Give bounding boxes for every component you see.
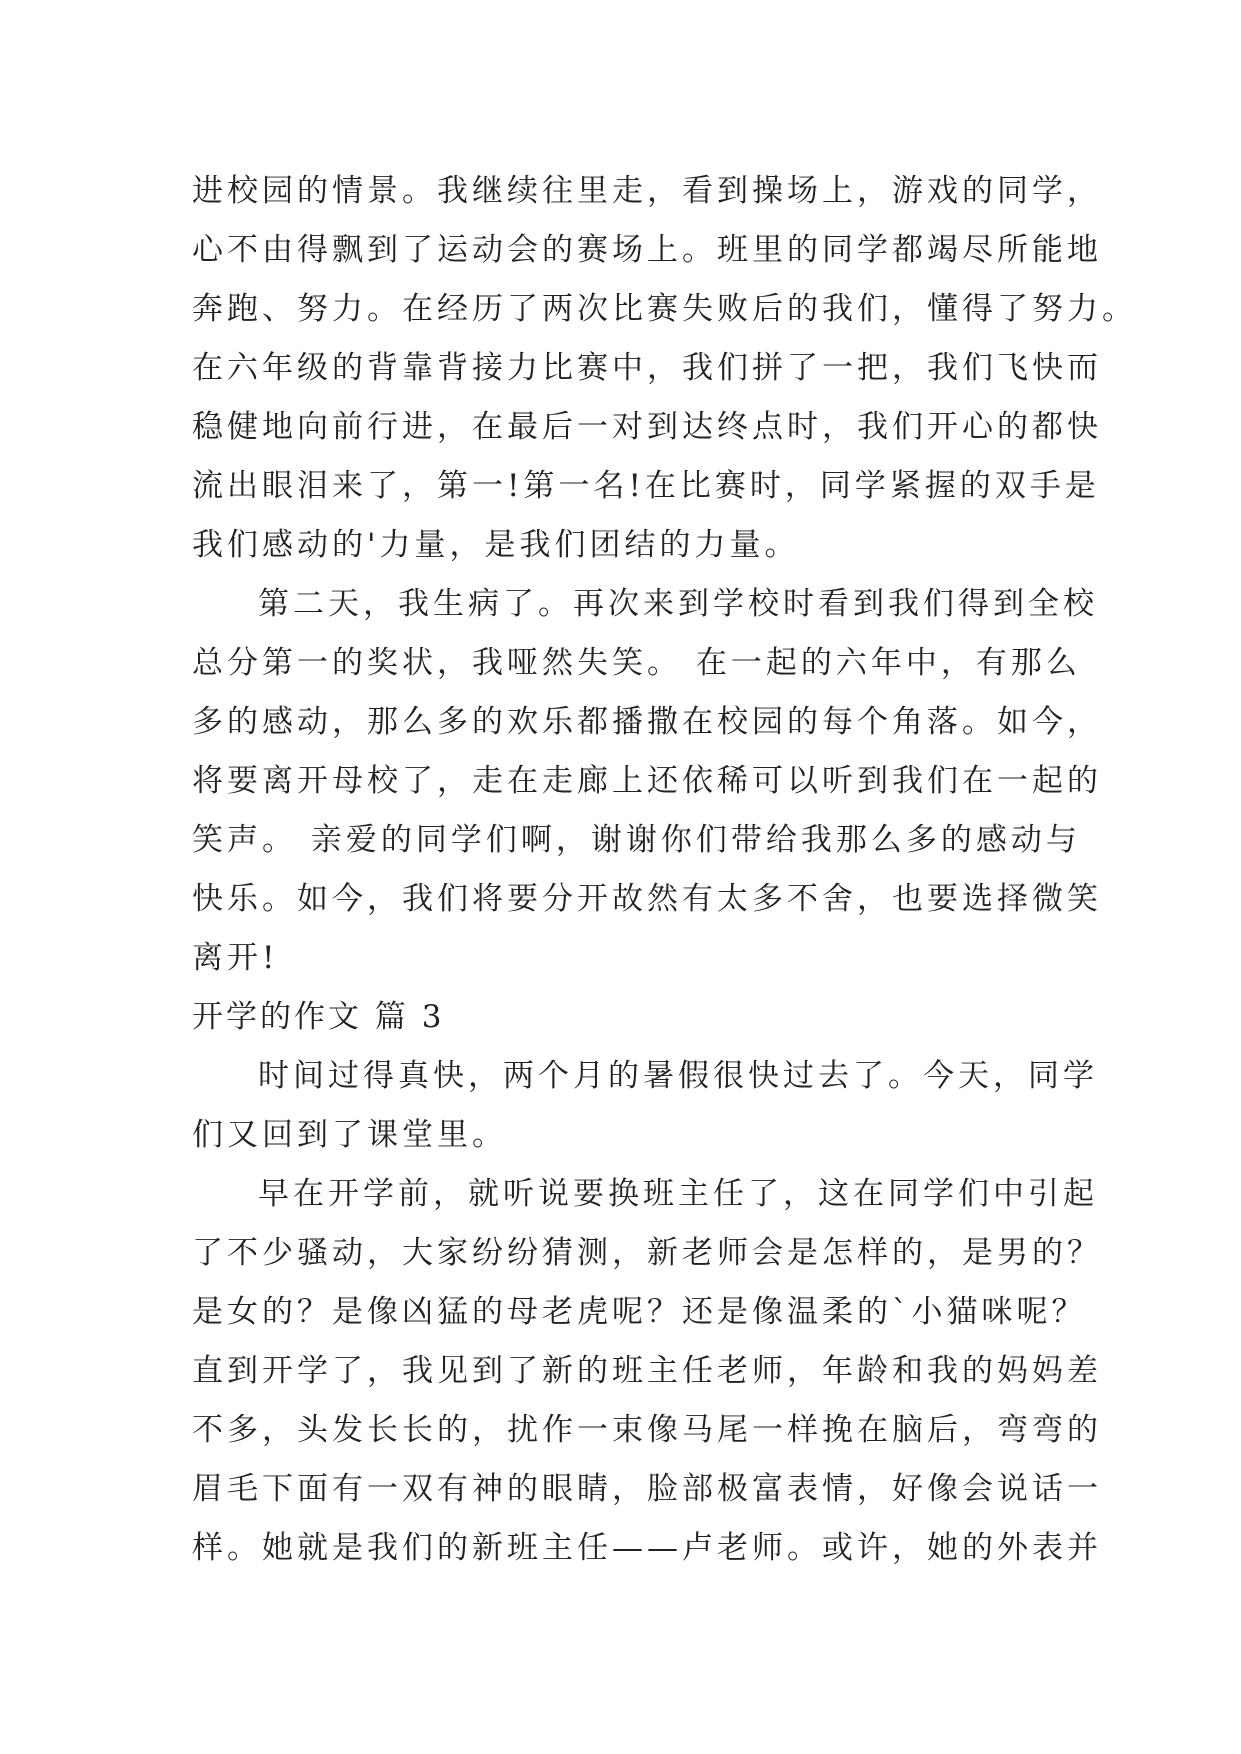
text-line: 们又回到了课堂里。 bbox=[192, 1117, 507, 1153]
section-heading: 开学的作文 篇 3 bbox=[192, 999, 445, 1035]
text-line: 稳健地向前行进，在最后一对到达终点时，我们开心的都快 bbox=[192, 409, 1102, 445]
text-line: 总分第一的奖状，我哑然失笑。 在一起的六年中，有那么 bbox=[192, 645, 1081, 681]
text-line: 是女的？是像凶猛的母老虎呢？还是像温柔的`小猫咪呢？ bbox=[192, 1294, 1087, 1330]
text-line: 笑声。 亲爱的同学们啊，谢谢你们带给我那么多的感动与 bbox=[192, 822, 1081, 858]
paragraph-first-line: 第二天，我生病了。再次来到学校时看到我们得到全校 bbox=[258, 586, 1098, 622]
text-line: 流出眼泪来了，第一!第一名!在比赛时，同学紧握的双手是 bbox=[192, 468, 1100, 504]
text-line: 在六年级的背靠背接力比赛中，我们拼了一把，我们飞快而 bbox=[192, 350, 1102, 386]
paragraph-first-line: 时间过得真快，两个月的暑假很快过去了。今天，同学 bbox=[258, 1058, 1098, 1094]
text-line: 奔跑、努力。在经历了两次比赛失败后的我们，懂得了努力。 bbox=[192, 291, 1137, 327]
text-line: 我们感动的'力量，是我们团结的力量。 bbox=[192, 527, 800, 563]
text-line: 直到开学了，我见到了新的班主任老师，年龄和我的妈妈差 bbox=[192, 1353, 1102, 1389]
paragraph-first-line: 早在开学前，就听说要换班主任了，这在同学们中引起 bbox=[258, 1176, 1098, 1212]
text-line: 进校园的情景。我继续往里走，看到操场上，游戏的同学， bbox=[192, 173, 1102, 209]
text-line: 眉毛下面有一双有神的眼睛，脸部极富表情，好像会说话一 bbox=[192, 1471, 1102, 1507]
text-line: 快乐。如今，我们将要分开故然有太多不舍，也要选择微笑 bbox=[192, 881, 1102, 917]
text-line: 不多，头发长长的，扰作一束像马尾一样挽在脑后，弯弯的 bbox=[192, 1412, 1102, 1448]
essay-body bbox=[192, 162, 1137, 1578]
text-line: 多的感动，那么多的欢乐都播撒在校园的每个角落。如今， bbox=[192, 704, 1102, 740]
text-line: 样。她就是我们的新班主任——卢老师。或许，她的外表并 bbox=[192, 1530, 1102, 1566]
text-line: 离开! bbox=[192, 940, 279, 976]
text-line: 心不由得飘到了运动会的赛场上。班里的同学都竭尽所能地 bbox=[192, 232, 1102, 268]
text-line: 将要离开母校了，走在走廊上还依稀可以听到我们在一起的 bbox=[192, 763, 1102, 799]
text-line: 了不少骚动，大家纷纷猜测，新老师会是怎样的，是男的？ bbox=[192, 1235, 1102, 1271]
